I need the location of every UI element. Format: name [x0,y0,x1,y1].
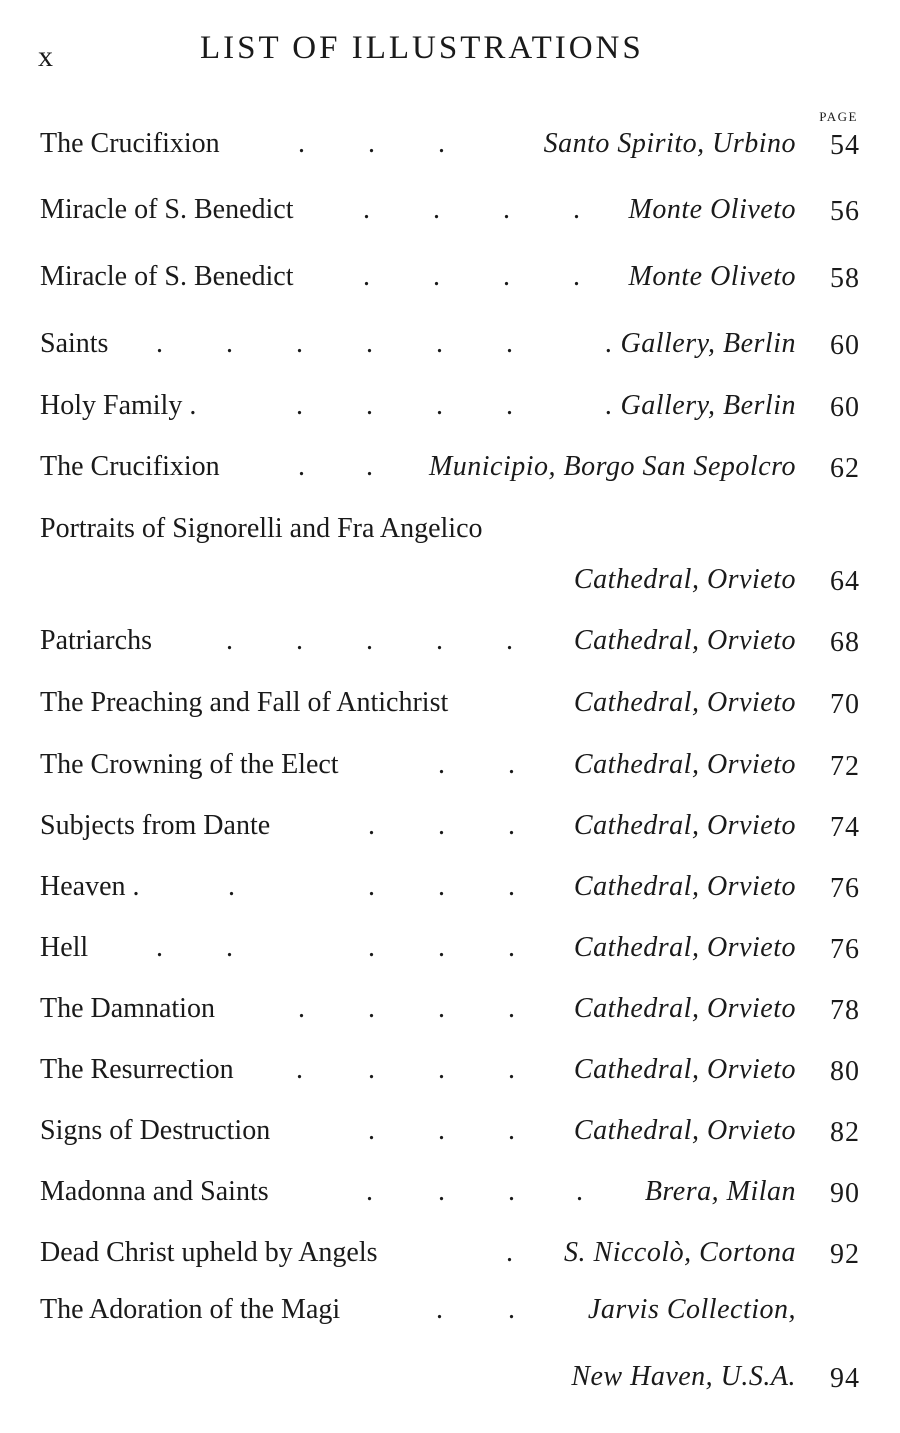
entry-page-number: 76 [830,873,860,904]
list-entry: The Crowning of the Elect . . Cathedral, Orvieto 72 [40,749,860,782]
list-entry-continuation [40,564,860,608]
list-entry: Madonna and Saints . . . . Brera, Milan 90 [40,1176,860,1209]
list-entry: Subjects from Dante . . . Cathedral, Orvieto 74 [40,810,860,843]
list-entry: The Resurrection . . . . Cathedral, Orvieto 80 [40,1054,860,1087]
list-entry: Patriarchs . . . . . Cathedral, Orvieto 68 [40,625,860,658]
entry-title: Miracle of S. Benedict [40,194,294,225]
entry-page-number: 74 [830,812,860,843]
entry-title: The Preaching and Fall of Antichrist [40,687,449,718]
entry-title: The Damnation [40,993,215,1024]
list-entry-continuation [40,1361,860,1405]
entry-location: . Gallery, Berlin [605,328,796,359]
entry-page-number: 62 [830,453,860,484]
entry-page-number: 54 [830,130,860,161]
entry-title: The Crucifixion [40,451,220,482]
entry-location: Cathedral, Orvieto [573,871,796,902]
entry-location: Cathedral, Orvieto [573,1054,796,1085]
entry-page-number: 80 [830,1056,860,1087]
entry-title: Saints [40,328,109,359]
list-entry [40,687,860,731]
entry-page-number: 64 [830,566,860,597]
entry-title: Signs of Destruction [40,1115,271,1146]
entry-location: Cathedral, Orvieto [573,1115,796,1146]
entry-title: Heaven . [40,871,140,902]
page-header [0,30,900,80]
list-entry: Saints . . . . . . . Gallery, Berlin 60 [40,328,860,361]
entry-page-number: 60 [830,392,860,423]
entry-location: Cathedral, Orvieto [573,810,796,841]
list-entry: The Adoration of the Magi . . Jarvis Collection, [40,1294,796,1325]
entry-page-number: 70 [830,689,860,720]
entry-page-number: 76 [830,934,860,965]
entry-location: Cathedral, Orvieto [573,932,796,963]
entry-location: . Gallery, Berlin [605,390,796,421]
entry-page-number: 68 [830,627,860,658]
entry-location: Cathedral, Orvieto [573,749,796,780]
entry-location: Cathedral, Orvieto [573,625,796,656]
entry-title: Madonna and Saints [40,1176,269,1207]
entry-page-number: 94 [830,1363,860,1394]
entry-location: Jarvis Collection, [587,1294,796,1325]
page-column-label: PAGE [819,109,858,124]
entry-title: Patriarchs [40,625,152,656]
entry-page-number: 60 [830,330,860,361]
entry-title: Miracle of S. Benedict [40,261,294,292]
entry-location: Monte Oliveto [628,194,796,225]
list-entry: Heaven . . . . . Cathedral, Orvieto 76 [40,871,860,904]
entry-location: Cathedral, Orvieto [573,564,796,595]
entry-location: S. Niccolò, Cortona [564,1237,796,1268]
page-title: LIST OF ILLUSTRATIONS [200,30,644,66]
entry-page-number: 78 [830,995,860,1026]
entry-location: Monte Oliveto [628,261,796,292]
entry-title: Dead Christ upheld by Angels [40,1237,378,1268]
list-entry [40,513,860,557]
page-folio: x [38,40,54,73]
list-entry: Hell . . . . . Cathedral, Orvieto 76 [40,932,860,965]
entry-location: Cathedral, Orvieto [573,687,796,718]
entry-page-number: 90 [830,1178,860,1209]
entry-page-number: 82 [830,1117,860,1148]
entry-location: Brera, Milan [644,1176,796,1207]
entry-page-number: 56 [830,196,860,227]
list-entry: The Damnation . . . . Cathedral, Orvieto 78 [40,993,860,1026]
list-entry: The Crucifixion . . . Santo Spirito, Urbino 54 [40,128,860,161]
entry-page-number: 58 [830,263,860,294]
entry-title: The Adoration of the Magi [40,1294,341,1325]
entry-location: Cathedral, Orvieto [573,993,796,1024]
list-entry: Dead Christ upheld by Angels . S. Niccolò, Cortona 92 [40,1237,860,1270]
list-entry: Miracle of S. Benedict . . . . Monte Oliveto 56 [40,194,860,227]
entry-location: Municipio, Borgo San Sepolcro [428,451,796,482]
list-entry: Signs of Destruction . . . Cathedral, Orvieto 82 [40,1115,860,1148]
entry-page-number: 72 [830,751,860,782]
list-entry: Holy Family . . . . . . Gallery, Berlin 60 [40,390,860,423]
entry-title: The Crowning of the Elect [40,749,339,780]
entry-page-number: 92 [830,1239,860,1270]
entry-title: Portraits of Signorelli and Fra Angelico [40,513,483,544]
entry-title: The Resurrection [40,1054,234,1085]
entry-title: The Crucifixion [40,128,220,159]
entry-location: Santo Spirito, Urbino [543,128,796,159]
entry-location: New Haven, U.S.A. [571,1361,796,1392]
entry-title: Holy Family . [40,390,197,421]
list-entry: Miracle of S. Benedict . . . . Monte Oliveto 58 [40,261,860,294]
list-entry: The Crucifixion . . Municipio, Borgo San Sepolcro 62 [40,451,860,484]
entry-title: Subjects from Dante [40,810,271,841]
entry-title: Hell [40,932,89,963]
